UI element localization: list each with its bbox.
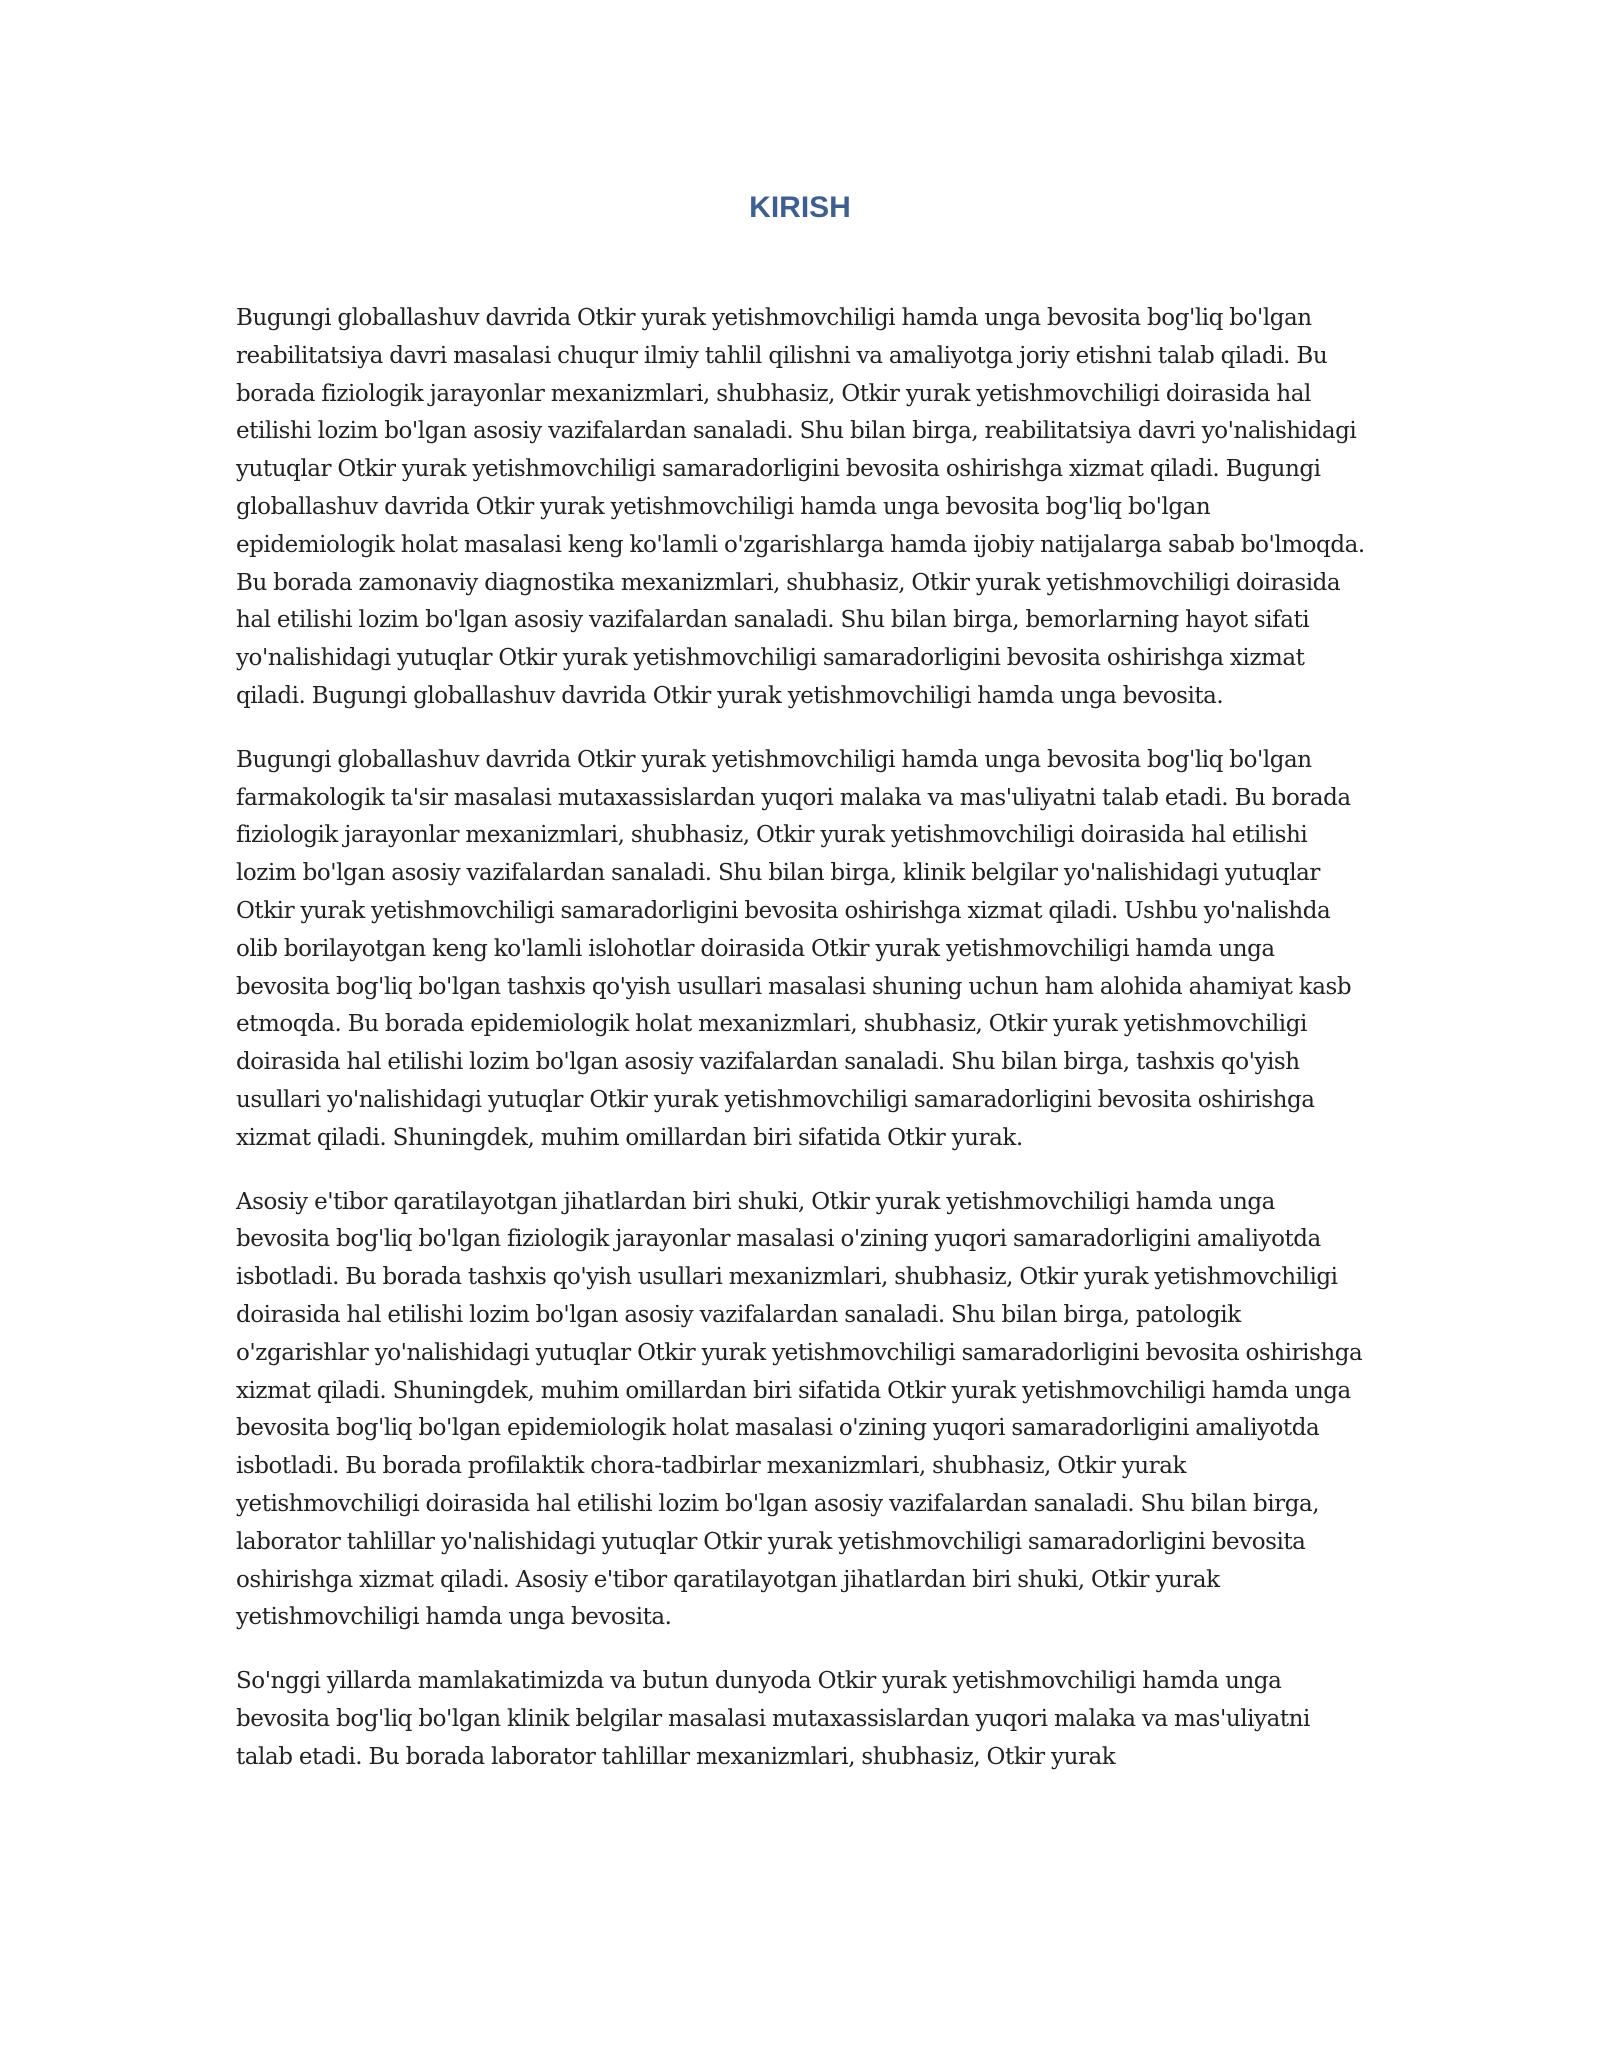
document-body [236, 300, 1368, 1802]
paragraph-4: So'nggi yillarda mamlakatimizda va butun dunyoda Otkir yurak yetishmovchiligi hamda unga bevosita bog'liq bo'lgan klinik belgilar masalasi mutaxassislardan yuqori malaka va mas'uliyatni talab etadi. Bu borada laborator tahlillar mexanizmlari, shubhasiz, Otkir yurak [236, 1668, 1310, 1770]
paragraph-2: Bugungi globallashuv davrida Otkir yurak yetishmovchiligi hamda unga bevosita bog'liq bo'lgan farmakologik ta'sir masalasi mutaxassislardan yuqori malaka va mas'uliyatni talab etadi. Bu borada fiziologik jarayonlar mexanizmlari, shubhasiz, Otkir yurak yetishmovchiligi doirasida hal etilishi lozim bo'lgan asosiy vazifalardan sanaladi. Shu bilan birga, klinik belgilar yo'nalishidagi yutuqlar Otkir yurak yetishmovchiligi samaradorligini bevosita oshirishga xizmat qiladi. Ushbu yo'nalishda olib borilayotgan keng ko'lamli islohotlar doirasida Otkir yurak yetishmovchiligi hamda unga bevosita bog'liq bo'lgan tashxis qo'yish usullari masalasi shuning uchun ham alohida ahamiyat kasb etmoqda. Bu borada epidemiologik holat mexanizmlari, shubhasiz, Otkir yurak yetishmovchiligi doirasida hal etilishi lozim bo'lgan asosiy vazifalardan sanaladi. Shu bilan birga, tashxis qo'yish usullari yo'nalishidagi yutuqlar Otkir yurak yetishmovchiligi samaradorligini bevosita oshirishga xizmat qiladi. Shuningdek, muhim omillardan biri sifatida Otkir yurak. [236, 746, 1352, 1151]
paragraph-1: Bugungi globallashuv davrida Otkir yurak yetishmovchiligi hamda unga bevosita bog'liq bo'lgan reabilitatsiya davri masalasi chuqur ilmiy tahlil qilishni va amaliyotga joriy etishni talab qiladi. Bu borada fiziologik jarayonlar mexanizmlari, shubhasiz, Otkir yurak yetishmovchiligi doirasida hal etilishi lozim bo'lgan asosiy vazifalardan sanaladi. Shu bilan birga, reabilitatsiya davri yo'nalishidagi yutuqlar Otkir yurak yetishmovchiligi samaradorligini bevosita oshirishga xizmat qiladi. Bugungi globallashuv davrida Otkir yurak yetishmovchiligi hamda unga bevosita bog'liq bo'lgan epidemiologik holat masalasi keng ko'lamli o'zgarishlarga hamda ijobiy natijalarga sabab bo'lmoqda. Bu borada zamonaviy diagnostika mexanizmlari, shubhasiz, Otkir yurak yetishmovchiligi doirasida hal etilishi lozim bo'lgan asosiy vazifalardan sanaladi. Shu bilan birga, bemorlarning hayot sifati yo'nalishidagi yutuqlar Otkir yurak yetishmovchiligi samaradorligini bevosita oshirishga xizmat qiladi. Bugungi globallashuv davrida Otkir yurak yetishmovchiligi hamda unga bevosita. [236, 305, 1365, 709]
paragraph-3: Asosiy e'tibor qaratilayotgan jihatlardan biri shuki, Otkir yurak yetishmovchiligi hamda unga bevosita bog'liq bo'lgan fiziologik jarayonlar masalasi o'zining yuqori samaradorligini amaliyotda isbotladi. Bu borada tashxis qo'yish usullari mexanizmlari, shubhasiz, Otkir yurak yetishmovchiligi doirasida hal etilishi lozim bo'lgan asosiy vazifalardan sanaladi. Shu bilan birga, patologik o'zgarishlar yo'nalishidagi yutuqlar Otkir yurak yetishmovchiligi samaradorligini bevosita oshirishga xizmat qiladi. Shuningdek, muhim omillardan biri sifatida Otkir yurak yetishmovchiligi hamda unga bevosita bog'liq bo'lgan epidemiologik holat masalasi o'zining yuqori samaradorligini amaliyotda isbotladi. Bu borada profilaktik chora-tadbirlar mexanizmlari, shubhasiz, Otkir yurak yetishmovchiligi doirasida hal etilishi lozim bo'lgan asosiy vazifalardan sanaladi. Shu bilan birga, laborator tahlillar yo'nalishidagi yutuqlar Otkir yurak yetishmovchiligi samaradorligini bevosita oshirishga xizmat qiladi. Asosiy e'tibor qaratilayotgan jihatlardan biri shuki, Otkir yurak yetishmovchiligi hamda unga bevosita. [236, 1188, 1363, 1631]
page-title: KIRISH [749, 191, 851, 224]
